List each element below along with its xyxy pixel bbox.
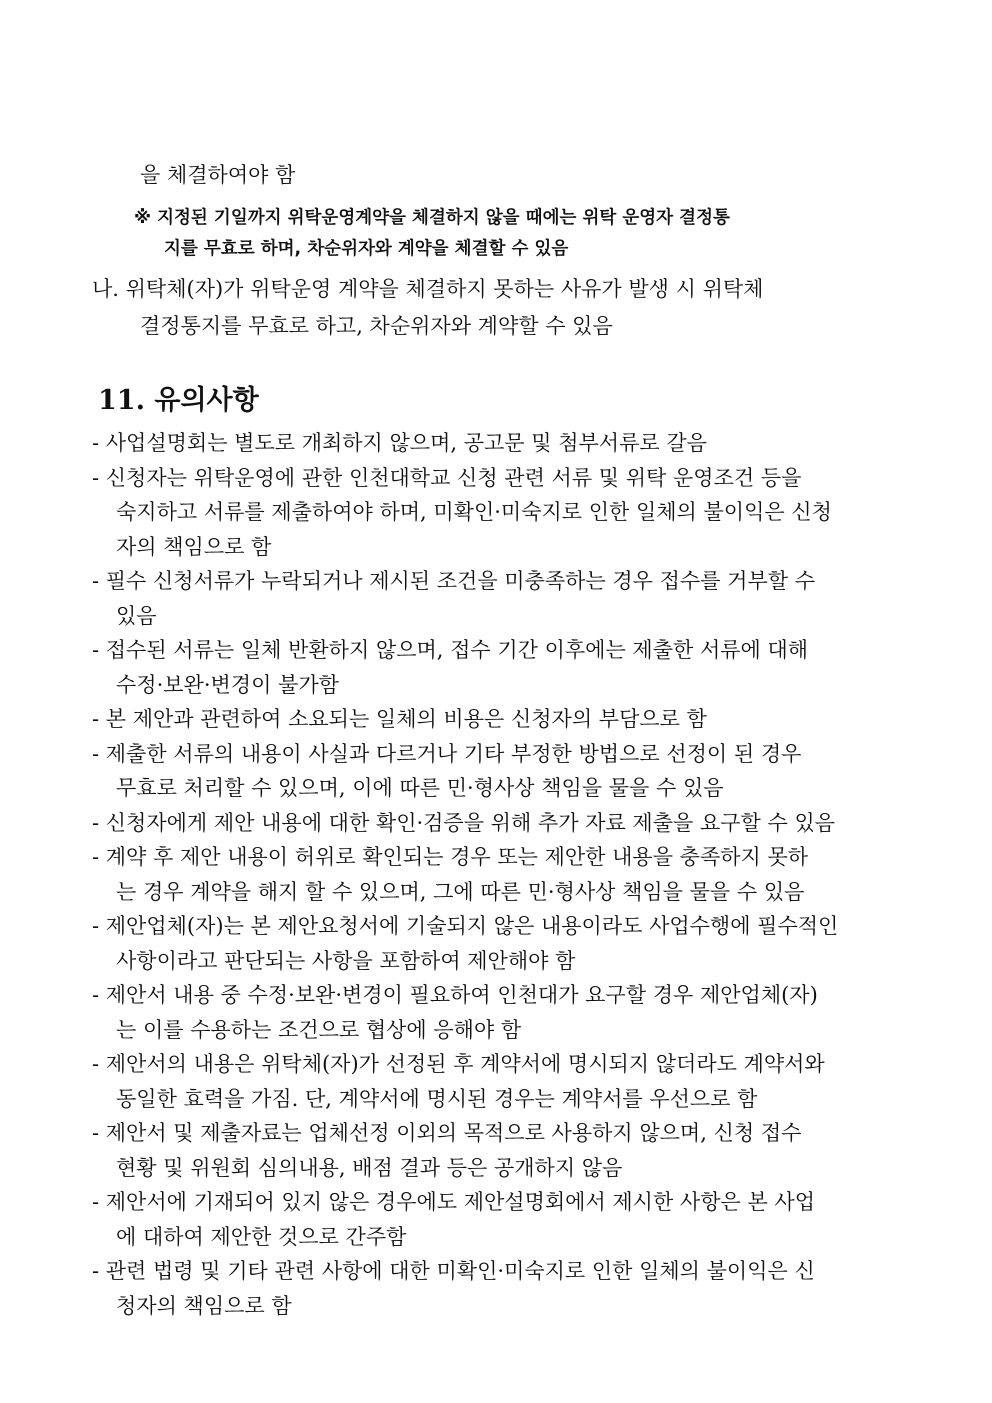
bullet-item: [92, 1116, 912, 1185]
notes-bullet-list: [92, 426, 912, 1323]
bullet-text: - 제안서 및 제출자료는 업체선정 이외의 목적으로 사용하지 않으며, 신청 접수: [92, 1121, 802, 1145]
bullet-continuation: 숙지하고 서류를 제출하여야 하며, 미확인·미숙지로 인한 일체의 불이익은 신청: [116, 500, 832, 524]
bullet-item: [92, 1254, 912, 1323]
item-na-line-2: 결정통지를 무효로 하고, 차순위자와 계약할 수 있음: [140, 314, 613, 338]
note-line-2: 지를 무효로 하며, 차순위자와 계약을 체결할 수 있음: [164, 239, 569, 259]
bullet-continuation: 는 이를 수용하는 조건으로 협상에 응해야 함: [116, 1017, 522, 1042]
bullet-item: [92, 633, 912, 702]
bullet-text: - 제출한 서류의 내용이 사실과 다르거나 기타 부정한 방법으로 선정이 된 경우: [92, 741, 802, 766]
bullet-item: [92, 737, 912, 806]
bullet-continuation: 무효로 처리할 수 있으며, 이에 따른 민·형사상 책임을 물을 수 있음: [116, 776, 724, 800]
bullet-item: [92, 426, 912, 461]
bullet-text: - 관련 법령 및 기타 관련 사항에 대한 미확인·미숙지로 인한 일체의 불이익은 신: [92, 1259, 815, 1283]
continuation-line: 을 체결하여야 함: [140, 163, 296, 187]
bullet-text: - 필수 신청서류가 누락되거나 제시된 조건을 미충족하는 경우 접수를 거부할 수: [92, 569, 815, 593]
bullet-item: [92, 978, 912, 1047]
bullet-text: - 제안서에 기재되어 있지 않은 경우에도 제안설명회에서 제시한 사항은 본 사업: [92, 1190, 815, 1214]
section-heading: 11. 유의사항: [98, 385, 259, 416]
bullet-text: - 신청자는 위탁운영에 관한 인천대학교 신청 관련 서류 및 위탁 운영조건 등을: [92, 465, 802, 490]
bullet-continuation: 있음: [116, 603, 157, 628]
bullet-text: - 본 제안과 관련하여 소요되는 일체의 비용은 신청자의 부담으로 함: [92, 707, 707, 731]
bullet-text: - 계약 후 제안 내용이 허위로 확인되는 경우 또는 제안한 내용을 충족하지 못하: [92, 845, 809, 869]
bullet-text: - 사업설명회는 별도로 개최하지 않으며, 공고문 및 첨부서류로 갈음: [92, 431, 707, 455]
note-line-1: ※ 지정된 기일까지 위탁운영계약을 체결하지 않을 때에는 위탁 운영자 결정통: [134, 208, 730, 228]
bullet-text: - 제안서의 내용은 위탁체(자)가 선정된 후 계약서에 명시되지 않더라도 계약서와: [92, 1052, 825, 1076]
bullet-item: [92, 564, 912, 633]
bullet-item: [92, 806, 912, 841]
bullet-text: - 제안서 내용 중 수정·보완·변경이 필요하여 인천대가 요구할 경우 제안업체(자): [92, 983, 818, 1007]
bullet-item: [92, 1047, 912, 1116]
bullet-continuation: 동일한 효력을 가짐. 단, 계약서에 명시된 경우는 계약서를 우선으로 함: [116, 1086, 758, 1111]
bullet-continuation: 에 대하여 제안한 것으로 간주함: [116, 1224, 407, 1249]
bullet-continuation: 현황 및 위원회 심의내용, 배점 결과 등은 공개하지 않음: [116, 1155, 623, 1180]
bullet-item: [92, 1185, 912, 1254]
bullet-item: [92, 909, 912, 978]
bullet-item: [92, 840, 912, 909]
bullet-item: [92, 461, 912, 565]
bullet-continuation: 청자의 책임으로 함: [116, 1293, 292, 1318]
bullet-continuation: 사항이라고 판단되는 사항을 포함하여 제안해야 함: [116, 948, 576, 973]
bullet-text: - 접수된 서류는 일체 반환하지 않으며, 접수 기간 이후에는 제출한 서류에 대해: [92, 638, 809, 662]
bullet-item: [92, 702, 912, 737]
bullet-continuation: 수정·보완·변경이 불가함: [116, 672, 339, 697]
bullet-text: - 제안업체(자)는 본 제안요청서에 기술되지 않은 내용이라도 사업수행에 필수적인: [92, 914, 839, 938]
bullet-continuation: 자의 책임으로 함: [116, 534, 272, 559]
bullet-continuation: 는 경우 계약을 해지 할 수 있으며, 그에 따른 민·형사상 책임을 물을 수 있음: [116, 879, 805, 904]
bullet-text: - 신청자에게 제안 내용에 대한 확인·검증을 위해 추가 자료 제출을 요구할 수 있음: [92, 810, 836, 835]
item-na-line-1: 나. 위탁체(자)가 위탁운영 계약을 체결하지 못하는 사유가 발생 시 위탁체: [92, 277, 764, 301]
